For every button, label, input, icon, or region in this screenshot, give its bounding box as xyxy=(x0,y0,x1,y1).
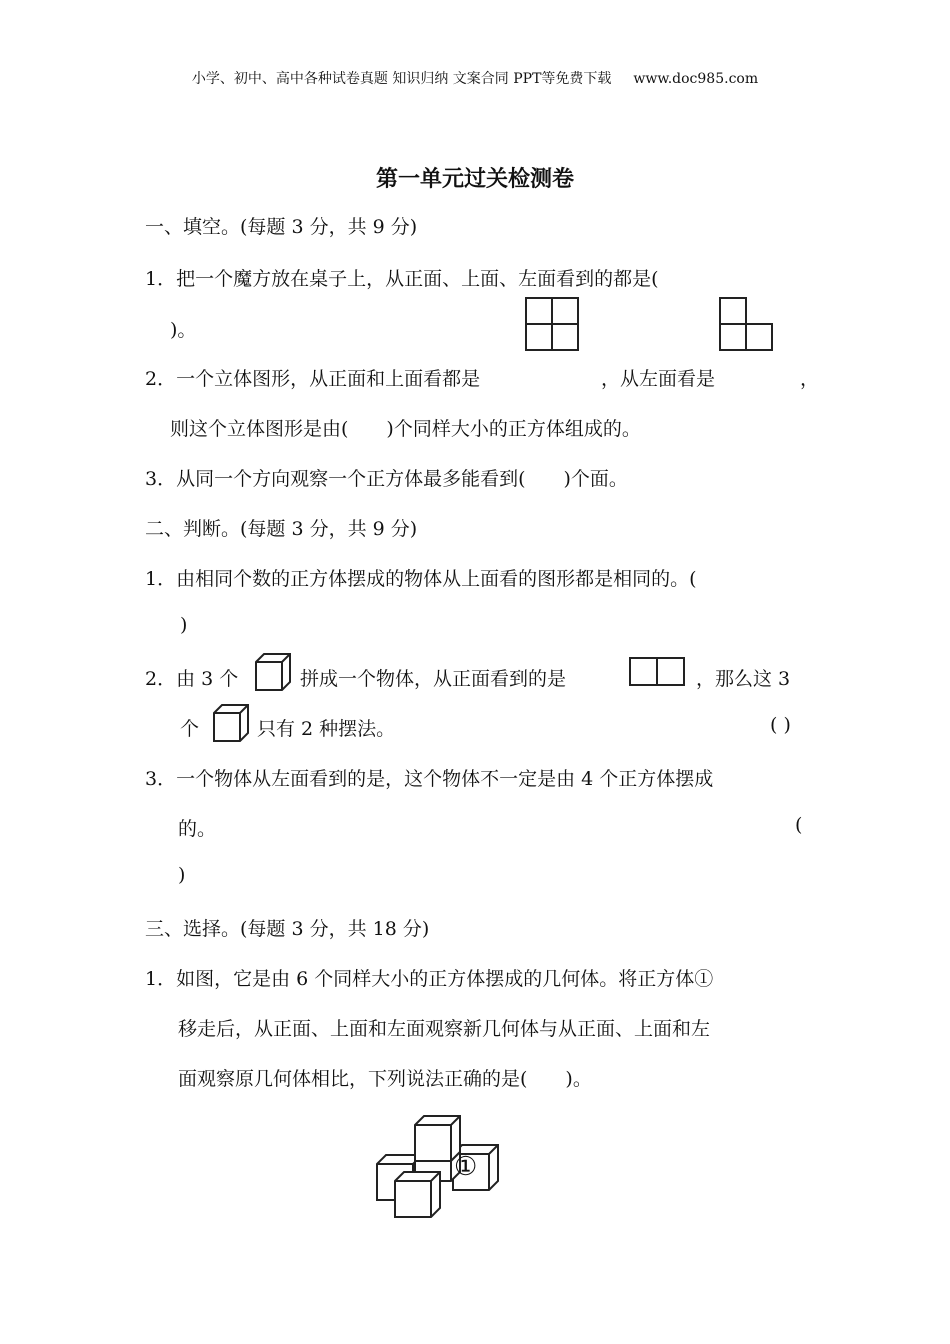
s2-q2-line1-a: 2．由 3 个 xyxy=(145,668,239,690)
s2-q3-line3: ) xyxy=(178,864,186,886)
section3-heading: 三、选择。(每题 3 分，共 18 分) xyxy=(145,918,430,940)
s2-q2-line2-b: 只有 2 种摆法。 xyxy=(257,718,396,740)
s3-q1-line3: 面观察原几何体相比，下列说法正确的是( )。 xyxy=(178,1068,592,1090)
s3-q1-line2: 移走后，从正面、上面和左面观察新几何体与从正面、上面和左 xyxy=(178,1018,711,1040)
s3-q1-line1: 1．如图，它是由 6 个同样大小的正方体摆成的几何体。将正方体① xyxy=(145,968,714,990)
s1-q3-line1: 3．从同一个方向观察一个正方体最多能看到( )个面。 xyxy=(145,468,628,490)
s2-q2-line1-c: ，那么这 3 xyxy=(696,668,791,690)
square-2x2-figure xyxy=(525,297,579,351)
two-squares-figure xyxy=(629,657,685,687)
s2-q3-line2: 的。 xyxy=(178,818,217,840)
section1-heading: 一、填空。(每题 3 分，共 9 分) xyxy=(145,216,418,238)
cube-arrangement-figure xyxy=(375,1113,505,1223)
s1-q1-line1: 1．把一个魔方放在桌子上，从正面、上面、左面看到的都是( xyxy=(145,268,659,290)
s1-q2-line2: 则这个立体图形是由( )个同样大小的正方体组成的。 xyxy=(170,418,641,440)
l-shape-figure xyxy=(719,297,775,353)
header-text: 小学、初中、高中各种试卷真题 知识归纳 文案合同 PPT等免费下载 xyxy=(191,71,612,87)
s2-q1-line2: ) xyxy=(180,614,188,636)
s2-q3-line1: 3．一个物体从左面看到的是，这个物体不一定是由 4 个正方体摆成 xyxy=(145,768,714,790)
s2-q2-line1-b: 拼成一个物体，从正面看到的是 xyxy=(300,668,567,690)
cube-icon xyxy=(255,653,291,691)
s1-q2-line1-a: 2．一个立体图形，从正面和上面看都是 xyxy=(145,368,481,390)
header-site: www.doc985.com xyxy=(633,71,759,87)
s1-q2-line1-b: ，从左面看是 xyxy=(601,368,716,390)
s1-q2-line1-c: ， xyxy=(800,368,820,390)
page-title: 第一单元过关检测卷 xyxy=(375,167,574,192)
cube-icon xyxy=(213,704,249,742)
s2-q1-line1: 1．由相同个数的正方体摆成的物体从上面看的图形都是相同的。( xyxy=(145,568,697,590)
s1-q1-line2: )。 xyxy=(170,319,197,341)
section2-heading: 二、判断。(每题 3 分，共 9 分) xyxy=(145,518,418,540)
s2-q3-paren-open: ( xyxy=(795,814,803,836)
s2-q2-line2-a: 个 xyxy=(180,718,200,740)
page-header xyxy=(0,68,950,88)
cube-label: ① xyxy=(454,1152,478,1182)
s2-q2-answer-paren: ( ) xyxy=(770,714,791,736)
